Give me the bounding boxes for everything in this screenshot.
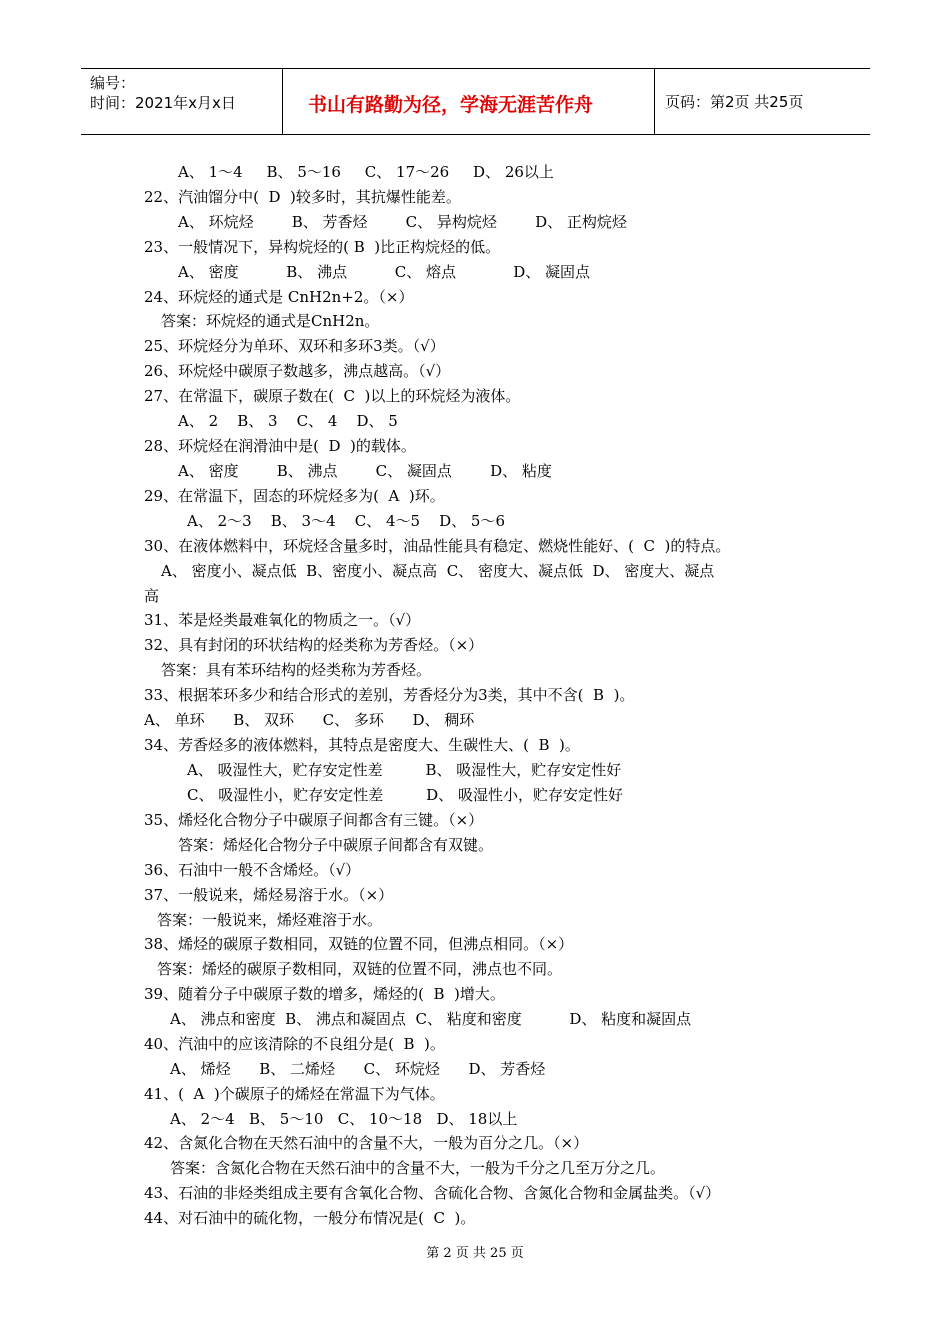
text-line: A、 密度 B、 沸点 C、 熔点 D、 凝固点 bbox=[178, 263, 591, 281]
text-line: 40、汽油中的应该清除的不良组分是( B )。 bbox=[144, 1035, 445, 1053]
text-line: 25、环烷烃分为单环、双环和多环3类。（√） bbox=[144, 337, 445, 355]
text-line: A、 环烷烃 B、 芳香烃 C、 异构烷烃 D、 正构烷烃 bbox=[178, 213, 627, 231]
text-line: A、 沸点和密度 B、 沸点和凝固点 C、 粘度和密度 D、 粘度和凝固点 bbox=[170, 1010, 692, 1028]
header-motto: 书山有路勤为径，学海无涯苦作舟 bbox=[283, 69, 655, 134]
text-line: 27、在常温下，碳原子数在( C )以上的环烷烃为液体。 bbox=[144, 387, 521, 405]
text-line: 35、烯烃化合物分子中碳原子间都含有三键。（×） bbox=[144, 811, 484, 829]
text-line: A、 2 B、 3 C、 4 D、 5 bbox=[178, 412, 398, 430]
text-line: A、 单环 B、 双环 C、 多环 D、 稠环 bbox=[144, 711, 475, 729]
text-line: C、 吸湿性小，贮存安定性差 D、 吸湿性小，贮存安定性好 bbox=[187, 786, 623, 804]
text-line: 23、一般情况下，异构烷烃的( B )比正构烷烃的低。 bbox=[144, 238, 501, 256]
page-header bbox=[81, 68, 870, 135]
text-line: 答案：环烷烃的通式是CnH2n。 bbox=[161, 312, 380, 330]
text-line: 答案：具有苯环结构的烃类称为芳香烃。 bbox=[161, 661, 432, 679]
text-line: 30、在液体燃料中，环烷烃含量多时，油品性能具有稳定、燃烧性能好、( C )的特点。 bbox=[144, 537, 731, 555]
text-line: 24、环烷烃的通式是 CnH2n+2。（×） bbox=[144, 288, 414, 306]
text-line: 26、环烷烃中碳原子数越多，沸点越高。（√） bbox=[144, 362, 451, 380]
header-number: 编号： bbox=[90, 74, 136, 92]
text-line: 答案：含氮化合物在天然石油中的含量不大，一般为千分之几至万分之几。 bbox=[170, 1159, 666, 1177]
text-line: 29、在常温下，固态的环烷烃多为( A )环。 bbox=[144, 487, 445, 505]
text-line: A、 烯烃 B、 二烯烃 C、 环烷烃 D、 芳香烃 bbox=[170, 1060, 546, 1078]
text-line: 39、随着分子中碳原子数的增多，烯烃的( B )增大。 bbox=[144, 985, 505, 1003]
header-date: 时间：2021年x月x日 bbox=[90, 94, 236, 112]
text-line: 43、石油的非烃类组成主要有含氧化合物、含硫化合物、含氮化合物和金属盐类。（√） bbox=[144, 1184, 721, 1202]
text-line: A、 2～4 B、 5～10 C、 10～18 D、 18以上 bbox=[170, 1110, 518, 1128]
page-footer: 第 2 页 共 25 页 bbox=[426, 1246, 524, 1261]
text-line: 28、环烷烃在润滑油中是( D )的载体。 bbox=[144, 437, 416, 455]
text-line: 答案：烯烃的碳原子数相同，双链的位置不同，沸点也不同。 bbox=[157, 960, 563, 978]
text-line: 38、烯烃的碳原子数相同，双链的位置不同，但沸点相同。（×） bbox=[144, 935, 574, 953]
text-line: 34、芳香烃多的液体燃料，其特点是密度大、生碳性大、( B )。 bbox=[144, 736, 580, 754]
text-line: 高 bbox=[144, 587, 160, 605]
text-line: 答案：一般说来，烯烃难溶于水。 bbox=[157, 911, 383, 929]
text-line: 41、( A )个碳原子的烯烃在常温下为气体。 bbox=[144, 1085, 445, 1103]
text-line: A、 密度小、凝点低 B、密度小、凝点高 C、 密度大、凝点低 D、 密度大、凝点 bbox=[161, 562, 715, 580]
text-line: A、 2～3 B、 3～4 C、 4～5 D、 5～6 bbox=[187, 512, 505, 530]
text-line: A、 1～4 B、 5～16 C、 17～26 D、 26以上 bbox=[178, 163, 554, 181]
text-line: 答案：烯烃化合物分子中碳原子间都含有双键。 bbox=[178, 836, 494, 854]
text-line: 32、具有封闭的环状结构的烃类称为芳香烃。（×） bbox=[144, 636, 484, 654]
text-line: 44、对石油中的硫化物，一般分布情况是( C )。 bbox=[144, 1209, 476, 1227]
text-line: 31、苯是烃类最难氧化的物质之一。（√） bbox=[144, 611, 421, 629]
text-line: 22、汽油馏分中( D )较多时，其抗爆性能差。 bbox=[144, 188, 461, 206]
text-line: 37、一般说来，烯烃易溶于水。（×） bbox=[144, 886, 394, 904]
text-line: 33、根据苯环多少和结合形式的差别，芳香烃分为3类，其中不含( B )。 bbox=[144, 686, 635, 704]
text-line: A、 密度 B、 沸点 C、 凝固点 D、 粘度 bbox=[178, 462, 552, 480]
text-line: 42、含氮化合物在天然石油中的含量不大，一般为百分之几。（×） bbox=[144, 1134, 589, 1152]
text-line: 36、石油中一般不含烯烃。（√） bbox=[144, 861, 361, 879]
text-line: A、 吸湿性大，贮存安定性差 B、 吸湿性大，贮存安定性好 bbox=[187, 761, 622, 779]
header-meta bbox=[81, 69, 283, 134]
header-page-info: 页码：第2页 共25页 bbox=[665, 93, 804, 111]
